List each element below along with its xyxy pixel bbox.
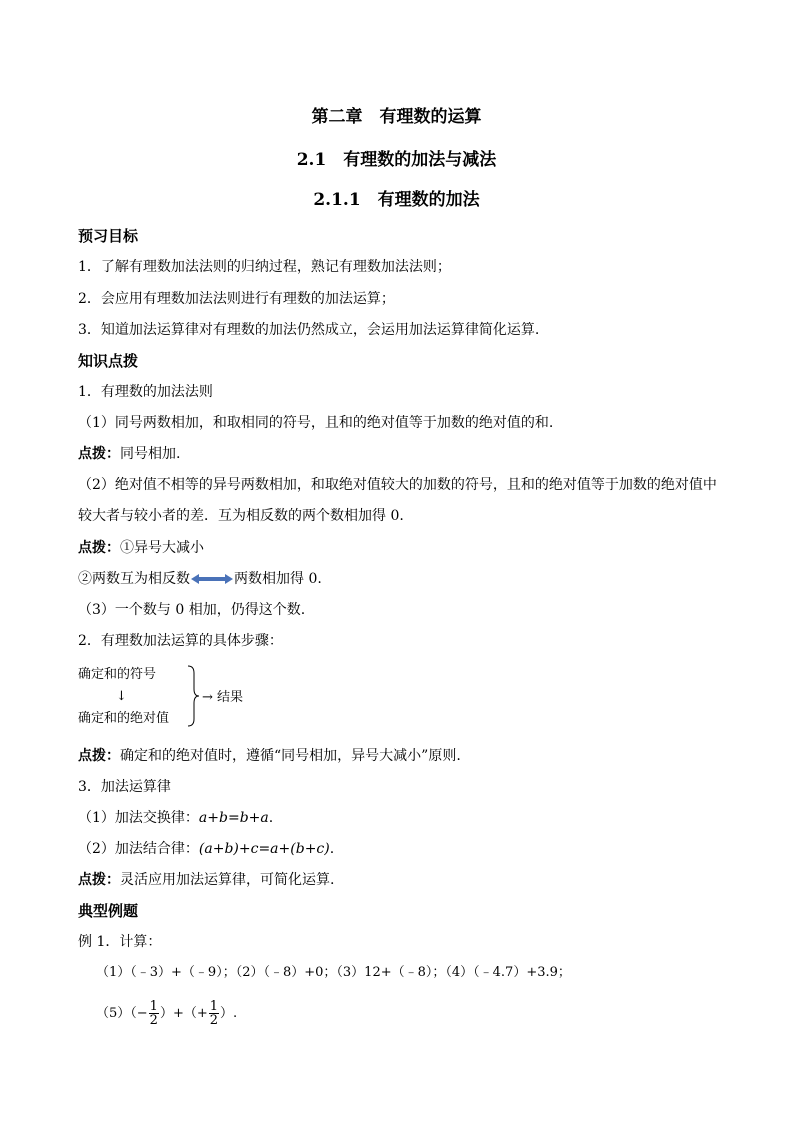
law-1-prefix: （1）加法交换律： <box>78 810 199 826</box>
tip-label: 点拨： <box>78 872 120 888</box>
law-1-formula: a+b=b+a <box>198 810 269 826</box>
steps-title: 2．有理数加法运算的具体步骤： <box>78 633 283 649</box>
tip-4 <box>78 871 334 889</box>
fraction-denominator: 2 <box>209 1013 219 1028</box>
tip-1 <box>78 445 180 463</box>
brace-icon <box>186 665 200 727</box>
rule-title: 1．有理数的加法法则 <box>78 384 213 400</box>
tip-1-text: 同号相加. <box>120 446 181 462</box>
step-1: 确定和的符号 <box>78 667 157 682</box>
example-1-line-2 <box>96 1000 237 1028</box>
law-title: 3．加法运算律 <box>78 779 171 795</box>
tip-4-text: 灵活应用加法运算律，可简化运算. <box>120 872 335 888</box>
preview-item-3: 3．知道加法运算律对有理数的加法仍然成立，会运用加法运算律简化运算. <box>78 322 540 338</box>
rule-2-line-1: （2）绝对值不相等的异号两数相加，和取绝对值较大的加数的符号，且和的绝对值等于加数的绝对值中 <box>78 477 717 493</box>
step-arrow: ↓ <box>116 689 127 704</box>
tip-3 <box>78 747 461 765</box>
rule-1: （1）同号两数相加，和取相同的符号，且和的绝对值等于加数的绝对值的和. <box>78 415 554 431</box>
fraction-half <box>209 1000 219 1027</box>
example-1-line-1: （1）（﹣3）+（﹣9）；（2）（﹣8）+0；（3）12+（﹣8）；（4）（﹣4.7）+3.9； <box>96 965 571 980</box>
tip-2 <box>78 539 204 557</box>
example-1-title: 例 1．计算： <box>78 934 162 950</box>
step-2: 确定和的绝对值 <box>78 711 170 726</box>
fraction-numerator: 1 <box>149 999 158 1014</box>
tip-label: 点拨： <box>78 540 120 556</box>
knowledge-heading: 知识点拨 <box>78 352 139 370</box>
tip-2b-left: ②两数互为相反数 <box>78 571 190 587</box>
tip-2b <box>78 570 322 588</box>
law-2-suffix: . <box>329 841 335 857</box>
fraction-half <box>149 1000 159 1027</box>
fraction-numerator: 1 <box>209 999 219 1014</box>
section-title: 2.1 有理数的加法与减法 <box>296 150 497 170</box>
law-2 <box>78 840 334 858</box>
example-1-part-5-mid: ）+（+ <box>159 1006 208 1021</box>
tip-2a-text: ①异号大减小 <box>120 540 204 556</box>
rule-3: （3）一个数与 0 相加，仍得这个数. <box>78 602 306 618</box>
example-1-part-5-suffix: ）. <box>220 1006 238 1021</box>
example-1-part-5-prefix: （5）（− <box>96 1006 148 1021</box>
tip-2b-right: 两数相加得 0. <box>234 571 322 587</box>
preview-heading: 预习目标 <box>78 227 139 245</box>
tip-3-text: 确定和的绝对值时，遵循“同号相加，异号大减小”原则. <box>120 748 461 764</box>
rule-2-line-2: 较大者与较小者的差．互为相反数的两个数相加得 0. <box>78 508 404 524</box>
examples-heading: 典型例题 <box>78 902 139 920</box>
law-2-prefix: （2）加法结合律： <box>78 841 199 857</box>
preview-item-1: 1．了解有理数加法法则的归纳过程，熟记有理数加法法则； <box>78 259 451 275</box>
fraction-denominator: 2 <box>149 1013 158 1028</box>
tip-label: 点拨： <box>78 446 120 462</box>
step-result: → 结果 <box>202 690 244 705</box>
law-2-formula: (a+b)+c=a+(b+c) <box>198 841 330 857</box>
double-arrow-icon <box>191 573 233 585</box>
preview-item-2: 2．会应用有理数加法法则进行有理数的加法运算； <box>78 291 395 307</box>
subsection-title: 2.1.1 有理数的加法 <box>313 190 480 210</box>
law-1-suffix: . <box>268 810 274 826</box>
chapter-title: 第二章 有理数的运算 <box>311 107 482 127</box>
law-1 <box>78 809 273 827</box>
tip-label: 点拨： <box>78 748 120 764</box>
